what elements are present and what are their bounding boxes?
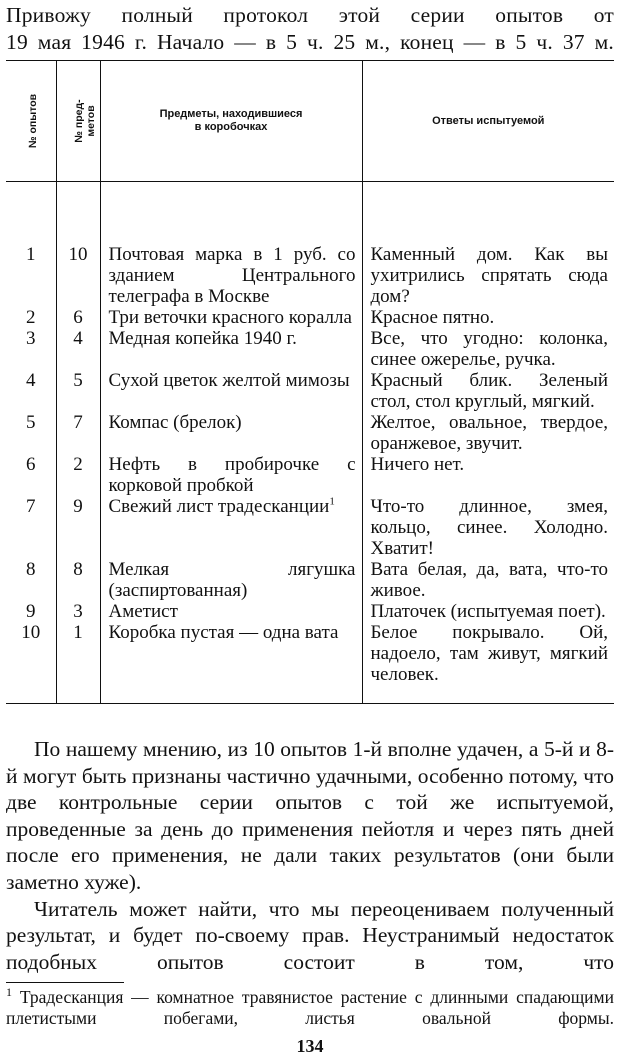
table-row xyxy=(6,559,614,601)
cell-experiment-no: 1 xyxy=(6,182,56,308)
cell-item-no: 6 xyxy=(56,307,100,328)
cell-answer: Вата белая, да, вата, что-то живое. xyxy=(362,559,614,601)
table-header-row xyxy=(6,61,614,182)
cell-answer: Платочек (испытуемая поет). xyxy=(362,601,614,622)
cell-experiment-no: 2 xyxy=(6,307,56,328)
table-row xyxy=(6,601,614,622)
cell-answer: Каменный дом. Как вы ухитрились спрятать сюда дом? xyxy=(362,182,614,308)
cell-answer: Ничего нет. xyxy=(362,454,614,496)
intro-text xyxy=(6,2,614,56)
table-row xyxy=(6,622,614,704)
intro-line-2: 19 мая 1946 г. Начало — в 5 ч. 25 м., конец — в 5 ч. 37 м. xyxy=(6,30,614,54)
cell-experiment-no: 7 xyxy=(6,496,56,559)
cell-experiment-no: 3 xyxy=(6,328,56,370)
cell-experiment-no: 10 xyxy=(6,622,56,704)
cell-item: Коробка пустая — одна вата xyxy=(100,622,362,704)
header-experiment-no: № опытов xyxy=(6,61,56,182)
cell-experiment-no: 9 xyxy=(6,601,56,622)
cell-item-no: 8 xyxy=(56,559,100,601)
cell-item: Нефть в пробирочке с корковой пробкой xyxy=(100,454,362,496)
cell-item: Аметист xyxy=(100,601,362,622)
cell-item-no: 10 xyxy=(56,182,100,308)
cell-experiment-no: 5 xyxy=(6,412,56,454)
cell-item: Медная копейка 1940 г. xyxy=(100,328,362,370)
table-row xyxy=(6,328,614,370)
footnote-text: Традесканция — комнатное травянистое растение с длинными спадающими плетистыми побегами, листья овальной формы. xyxy=(6,987,614,1028)
cell-item: Три веточки красного коралла xyxy=(100,307,362,328)
table-row xyxy=(6,182,614,308)
cell-item-no: 7 xyxy=(56,412,100,454)
footnote-mark: 1 xyxy=(6,985,12,1000)
cell-item: Почтовая марка в 1 руб. со зданием Центрального телеграфа в Москве xyxy=(100,182,362,308)
cell-answer: Белое покрывало. Ой, надоело, там живут, мягкий человек. xyxy=(362,622,614,704)
header-item-no: № пред-метов xyxy=(56,61,100,182)
paragraph-2: Читатель может найти, что мы переоцениваем полученный результат, и будет по-своему прав. Неустранимый недостаток подобных опытов состоит в том, что xyxy=(6,896,614,974)
footnote-divider xyxy=(6,982,124,983)
intro-line-1: Привожу полный протокол этой серии опытов от xyxy=(6,3,614,27)
cell-item-no: 2 xyxy=(56,454,100,496)
cell-experiment-no: 8 xyxy=(6,559,56,601)
footnote xyxy=(6,987,614,1029)
cell-item-no: 3 xyxy=(56,601,100,622)
cell-item: Мелкая лягушка (заспиртованная) xyxy=(100,559,362,601)
cell-item: Компас (брелок) xyxy=(100,412,362,454)
cell-answer: Что-то длинное, змея, кольцо, синее. Холодно. Хватит! xyxy=(362,496,614,559)
table-row xyxy=(6,454,614,496)
cell-experiment-no: 4 xyxy=(6,370,56,412)
experiment-protocol-table xyxy=(6,60,614,704)
cell-answer: Все, что угодно: колонка, синее ожерелье, ручка. xyxy=(362,328,614,370)
cell-item-no: 5 xyxy=(56,370,100,412)
cell-answer: Красный блик. Зеленый стол, стол круглый, мягкий. xyxy=(362,370,614,412)
paragraph-1: По нашему мнению, из 10 опытов 1-й вполне удачен, а 5-й и 8-й могут быть признаны частично удачными, особенно потому, что две контрольные серии опытов с той же испытуемой, проведенные за день до применения пейотля и через пять дней после его применения, не дали таких результатов (они были заметно хуже). xyxy=(6,737,614,894)
cell-item-no: 9 xyxy=(56,496,100,559)
cell-answer: Желтое, овальное, твердое, оранжевое, звучит. xyxy=(362,412,614,454)
header-answers: Ответы испытуемой xyxy=(362,61,614,182)
header-items: Предметы, находившиеся в коробочках xyxy=(100,61,362,182)
cell-experiment-no: 6 xyxy=(6,454,56,496)
table-row xyxy=(6,370,614,412)
cell-item: Сухой цветок желтой мимозы xyxy=(100,370,362,412)
table-row xyxy=(6,412,614,454)
cell-answer: Красное пятно. xyxy=(362,307,614,328)
cell-item-no: 1 xyxy=(56,622,100,704)
cell-item: Свежий лист традесканции$^1$ xyxy=(100,496,362,559)
table-row xyxy=(6,496,614,559)
page-number: 134 xyxy=(296,1036,324,1056)
body-text xyxy=(6,736,614,975)
table-row xyxy=(6,307,614,328)
footnote-reference: 1 xyxy=(329,495,335,508)
cell-item-no: 4 xyxy=(56,328,100,370)
